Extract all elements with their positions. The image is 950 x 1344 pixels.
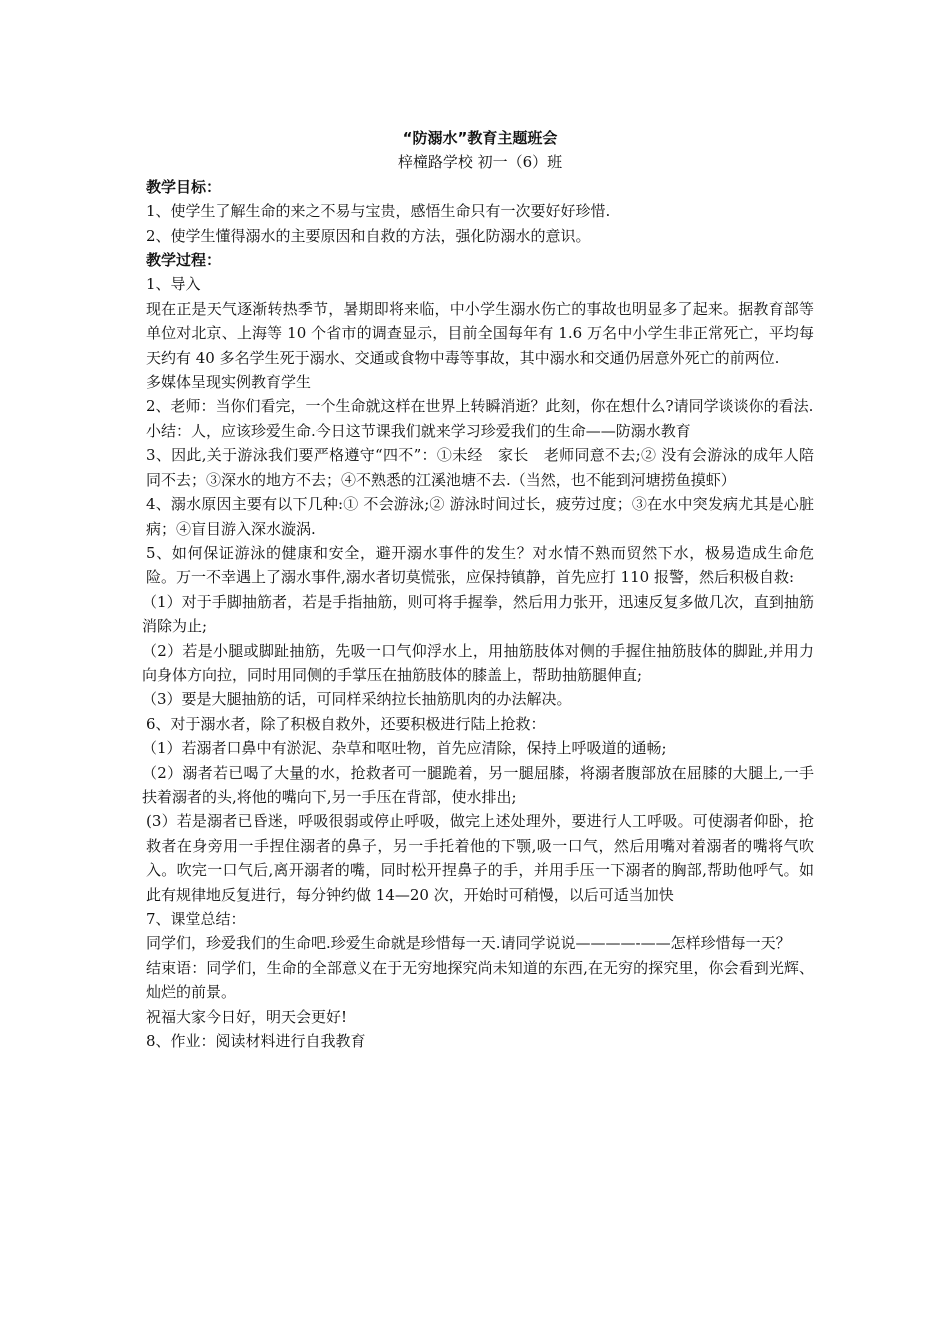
- document-title: “防溺水”教育主题班会: [402, 129, 558, 147]
- sub-item: （3）要是大腿抽筋的话，可同样采纳拉长抽筋肌肉的办法解决。: [142, 690, 572, 709]
- paragraph: 4、溺水原因主要有以下几种:① 不会游泳;② 游泳时间过长，疲劳过度；③在水中突发病尤其是心脏病；④盲目游入深水漩涡.: [146, 495, 814, 538]
- paragraph: 祝福大家今日好，明天会更好!: [146, 1007, 348, 1026]
- paragraph: 多媒体呈现实例教育学生: [146, 373, 312, 392]
- goal-item: 2、使学生懂得溺水的主要原因和自救的方法，强化防溺水的意识。: [146, 226, 591, 245]
- goal-item: 1、使学生了解生命的来之不易与宝贵，感悟生命只有一次要好好珍惜.: [146, 202, 611, 221]
- sub-item: （1）对于手脚抽筋者，若是手指抽筋，则可将手握拳，然后用力张开，迅速反复多做几次，直到抽筋消除为止;: [142, 592, 814, 636]
- paragraph: 结束语：同学们，生命的全部意义在于无穷地探究尚未知道的东西,在无穷的探究里，你会看到光辉、灿烂的前景。: [146, 958, 814, 1002]
- document-subtitle: 梓橦路学校 初一（6）班: [397, 153, 563, 172]
- sub-item: （2）溺者若已喝了大量的水，抢救者可一腿跪着，另一腿屈膝，将溺者腹部放在屈膝的大腿上,一手扶着溺者的头,将他的嘴向下,另一手压在背部，使水排出;: [142, 763, 814, 806]
- paragraph: 小结：人，应该珍爱生命.今日这节课我们就来学习珍爱我们的生命——防溺水教育: [146, 421, 691, 440]
- goals-heading: 教学目标：: [146, 177, 222, 196]
- paragraph: 同学们，珍爱我们的生命吧.珍爱生命就是珍惜每一天.请同学说说————-——怎样珍惜每一天？: [146, 934, 791, 953]
- process-step-heading: 7、课堂总结：: [146, 910, 246, 928]
- process-heading: 教学过程：: [146, 251, 222, 270]
- paragraph: 8、作业：阅读材料进行自我教育: [146, 1032, 366, 1051]
- paragraph: 5、如何保证游泳的健康和安全，避开溺水事件的发生？对水情不熟而贸然下水，极易造成生命危险。万一不幸遇上了溺水事件,溺水者切莫慌张，应保持镇静，首先应打 110 报警，然后积极自救:: [146, 543, 814, 587]
- process-step-heading: 1、导入: [146, 275, 201, 294]
- paragraph: 2、老师：当你们看完，一个生命就这样在世界上转瞬消逝？此刻，你在想什么?请同学谈谈你的看法.: [146, 397, 814, 416]
- paragraph: 6、对于溺水者，除了积极自救外，还要积极进行陆上抢救：: [146, 714, 546, 733]
- sub-item: （1）若溺者口鼻中有淤泥、杂草和呕吐物，首先应清除，保持上呼吸道的通畅;: [142, 739, 667, 758]
- sub-item: (3）若是溺者已昏迷，呼吸很弱或停止呼吸，做完上述处理外，要进行人工呼吸。可使溺者仰卧，抢救者在身旁用一手捏住溺者的鼻子，另一手托着他的下颚,吸一口气，然后用嘴对着溺者的嘴将气吹入。吹完一口气后,离开溺者的嘴，同时松开捏鼻子的手，并用手压一下溺者的胸部,帮助他呼气。如此有规律地反复进行，每分钟约做 14—20 次，开始时可稍慢，以后可适当加快: [146, 812, 814, 904]
- paragraph: 现在正是天气逐渐转热季节，暑期即将来临，中小学生溺水伤亡的事故也明显多了起来。据教育部等单位对北京、上海等 10 个省市的调查显示，目前全国每年有 1.6 万名中小学生非正常死亡，平均每天约有 40 多名学生死于溺水、交通或食物中毒等事故，其中溺水和交通仍居意外死亡的前两位.: [146, 299, 814, 367]
- document-body: [142, 126, 814, 1053]
- paragraph: 3、因此,关于游泳我们要严格遵守“四不”：①未经 家长 老师同意不去;② 没有会游泳的成年人陪同不去；③深水的地方不去；④不熟悉的江溪池塘不去.（当然，也不能到河塘捞鱼摸虾）: [146, 446, 814, 489]
- sub-item: （2）若是小腿或脚趾抽筋，先吸一口气仰浮水上，用抽筋肢体对侧的手握住抽筋肢体的脚趾,并用力向身体方向拉，同时用同侧的手掌压在抽筋肢体的膝盖上，帮助抽筋腿伸直;: [142, 641, 814, 684]
